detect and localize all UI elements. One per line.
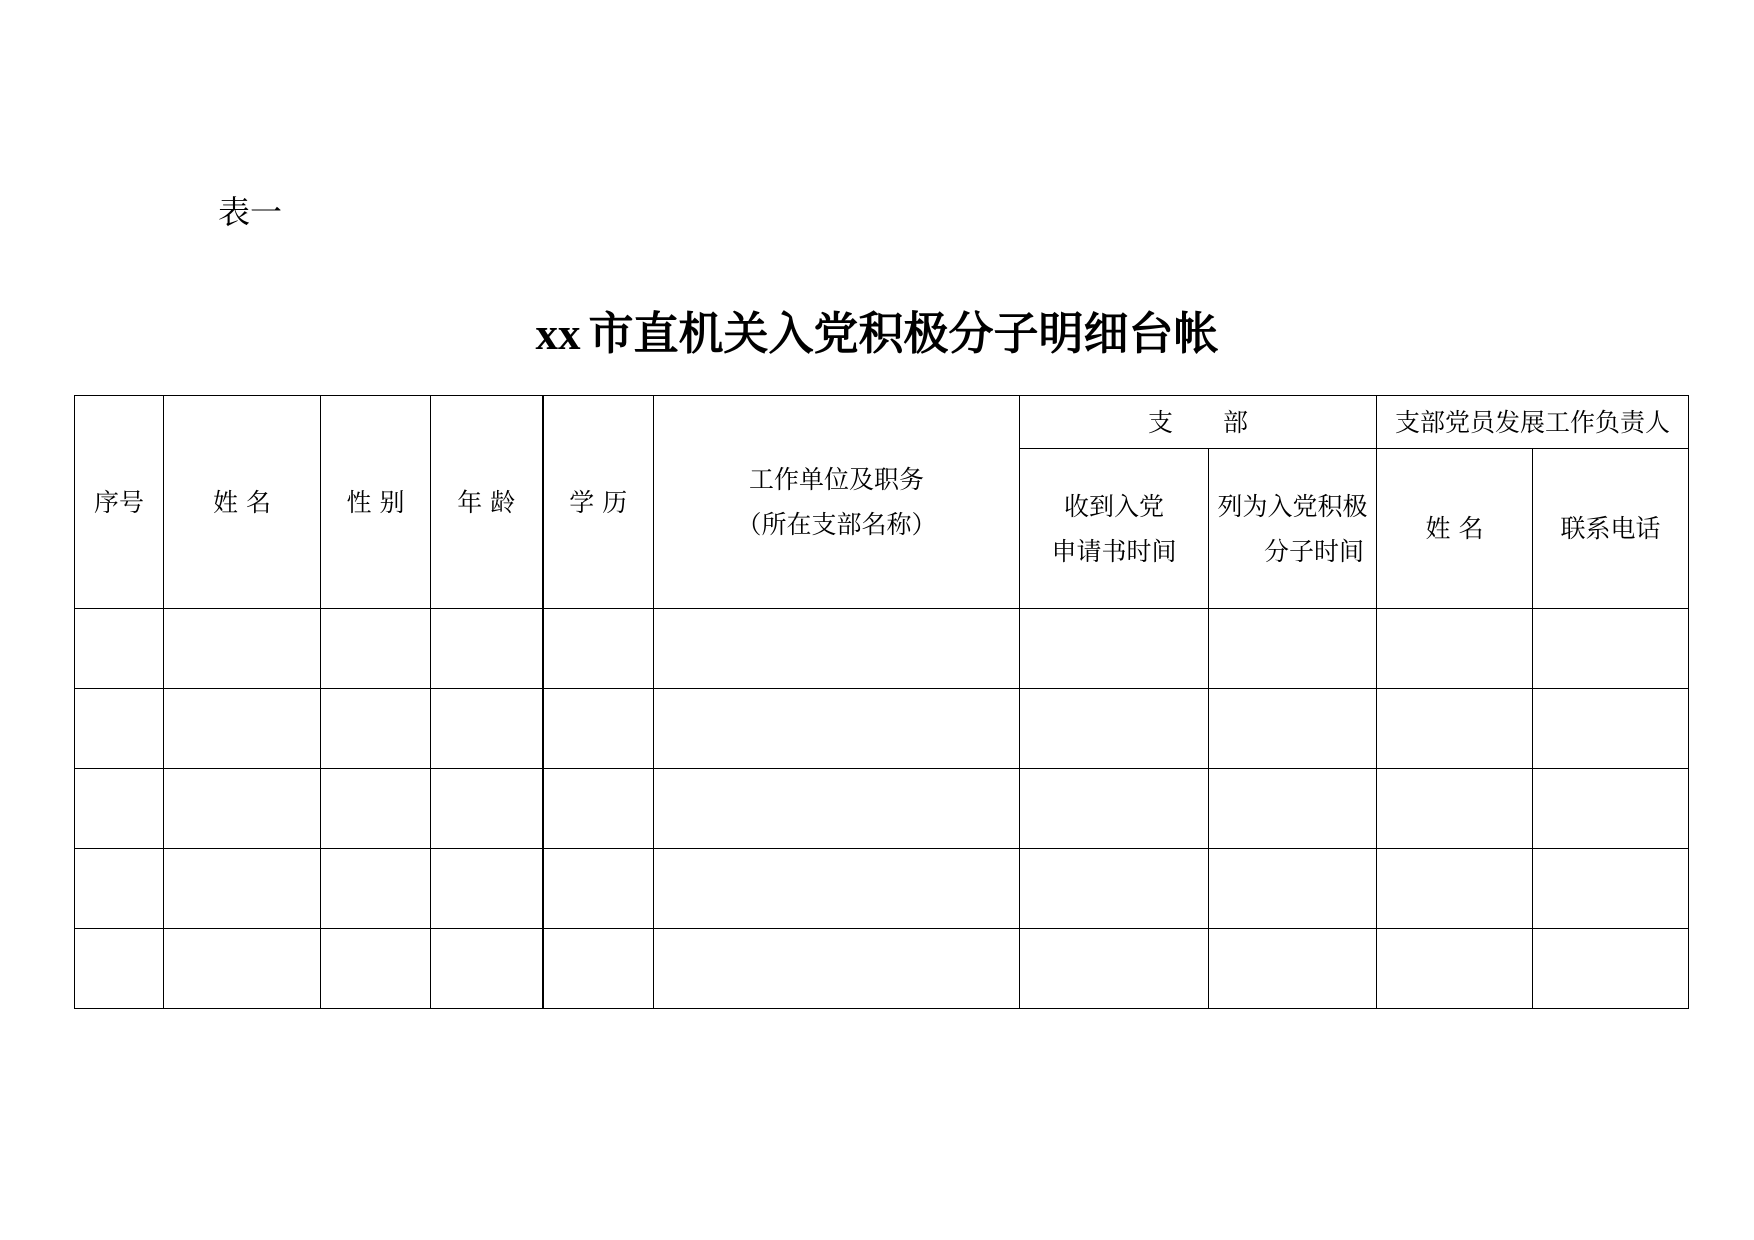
header-row-top xyxy=(75,396,1689,449)
header-received-line1: 收到入党 xyxy=(1063,491,1164,521)
header-index xyxy=(75,396,164,609)
header-gender xyxy=(321,396,431,609)
cell-gender xyxy=(321,609,431,689)
header-work-unit-line2: （所在支部名称） xyxy=(736,510,937,539)
cell-index xyxy=(75,849,164,929)
cell-received-date xyxy=(1020,849,1209,929)
ledger-body xyxy=(75,609,1689,1009)
header-responsible-name xyxy=(1377,449,1533,609)
cell-responsible-name xyxy=(1377,609,1533,689)
header-name-label: 姓 名 xyxy=(213,487,271,517)
cell-index xyxy=(75,609,164,689)
cell-age xyxy=(431,929,543,1009)
cell-age xyxy=(431,769,543,849)
table-row xyxy=(75,929,1689,1009)
header-received-date xyxy=(1020,449,1209,609)
header-responsible-phone-label: 联系电话 xyxy=(1560,514,1661,543)
activist-ledger-table xyxy=(74,395,1689,1009)
header-listed-date xyxy=(1209,449,1377,609)
header-responsible-phone xyxy=(1533,449,1689,609)
cell-work-unit xyxy=(654,929,1020,1009)
cell-received-date xyxy=(1020,609,1209,689)
cell-received-date xyxy=(1020,769,1209,849)
cell-name xyxy=(164,849,321,929)
cell-responsible-phone xyxy=(1533,609,1689,689)
cell-gender xyxy=(321,769,431,849)
cell-responsible-name xyxy=(1377,769,1533,849)
cell-listed-date xyxy=(1209,689,1377,769)
table-row xyxy=(75,689,1689,769)
cell-gender xyxy=(321,849,431,929)
cell-index xyxy=(75,769,164,849)
header-age xyxy=(431,396,543,609)
cell-age xyxy=(431,689,543,769)
cell-age xyxy=(431,849,543,929)
cell-received-date xyxy=(1020,689,1209,769)
cell-work-unit xyxy=(654,769,1020,849)
cell-received-date xyxy=(1020,929,1209,1009)
table-row xyxy=(75,609,1689,689)
cell-responsible-name xyxy=(1377,929,1533,1009)
cell-index xyxy=(75,689,164,769)
title-prefix: xx xyxy=(535,309,581,359)
cell-responsible-name xyxy=(1377,849,1533,929)
cell-responsible-phone xyxy=(1533,769,1689,849)
cell-responsible-phone xyxy=(1533,849,1689,929)
cell-education xyxy=(543,769,654,849)
header-education-label: 学 历 xyxy=(569,487,628,517)
cell-gender xyxy=(321,689,431,769)
header-education xyxy=(543,396,654,609)
cell-name xyxy=(164,929,321,1009)
header-work-unit xyxy=(654,396,1020,609)
table-row xyxy=(75,849,1689,929)
document-title xyxy=(0,304,1754,364)
header-age-label: 年 龄 xyxy=(457,487,516,517)
header-gender-label: 性 别 xyxy=(346,487,405,517)
header-work-unit-line1: 工作单位及职务 xyxy=(748,465,924,494)
cell-responsible-phone xyxy=(1533,689,1689,769)
cell-education xyxy=(543,689,654,769)
header-listed-line2: 分子时间 xyxy=(1264,536,1365,566)
header-branch-group xyxy=(1020,396,1377,449)
cell-index xyxy=(75,929,164,1009)
cell-education xyxy=(543,849,654,929)
header-received-line2: 申请书时间 xyxy=(1051,536,1177,566)
cell-name xyxy=(164,609,321,689)
cell-listed-date xyxy=(1209,929,1377,1009)
cell-responsible-phone xyxy=(1533,929,1689,1009)
cell-work-unit xyxy=(654,609,1020,689)
cell-work-unit xyxy=(654,689,1020,769)
header-branch-group-label: 支 部 xyxy=(1148,407,1249,437)
cell-listed-date xyxy=(1209,849,1377,929)
title-main: 市直机关入党积极分子明细台帐 xyxy=(588,307,1219,360)
header-responsible-group xyxy=(1377,396,1689,449)
table-row xyxy=(75,769,1689,849)
header-responsible-name-label: 姓 名 xyxy=(1425,514,1484,543)
cell-responsible-name xyxy=(1377,689,1533,769)
cell-name xyxy=(164,689,321,769)
cell-education xyxy=(543,929,654,1009)
table-label: 表一 xyxy=(218,193,283,231)
header-name xyxy=(164,396,321,609)
header-listed-line1: 列为入党积极 xyxy=(1217,491,1368,521)
cell-name xyxy=(164,769,321,849)
cell-gender xyxy=(321,929,431,1009)
cell-education xyxy=(543,609,654,689)
header-index-label: 序号 xyxy=(93,487,144,517)
cell-listed-date xyxy=(1209,769,1377,849)
cell-listed-date xyxy=(1209,609,1377,689)
cell-age xyxy=(431,609,543,689)
header-responsible-group-label: 支部党员发展工作负责人 xyxy=(1395,407,1671,437)
cell-work-unit xyxy=(654,849,1020,929)
